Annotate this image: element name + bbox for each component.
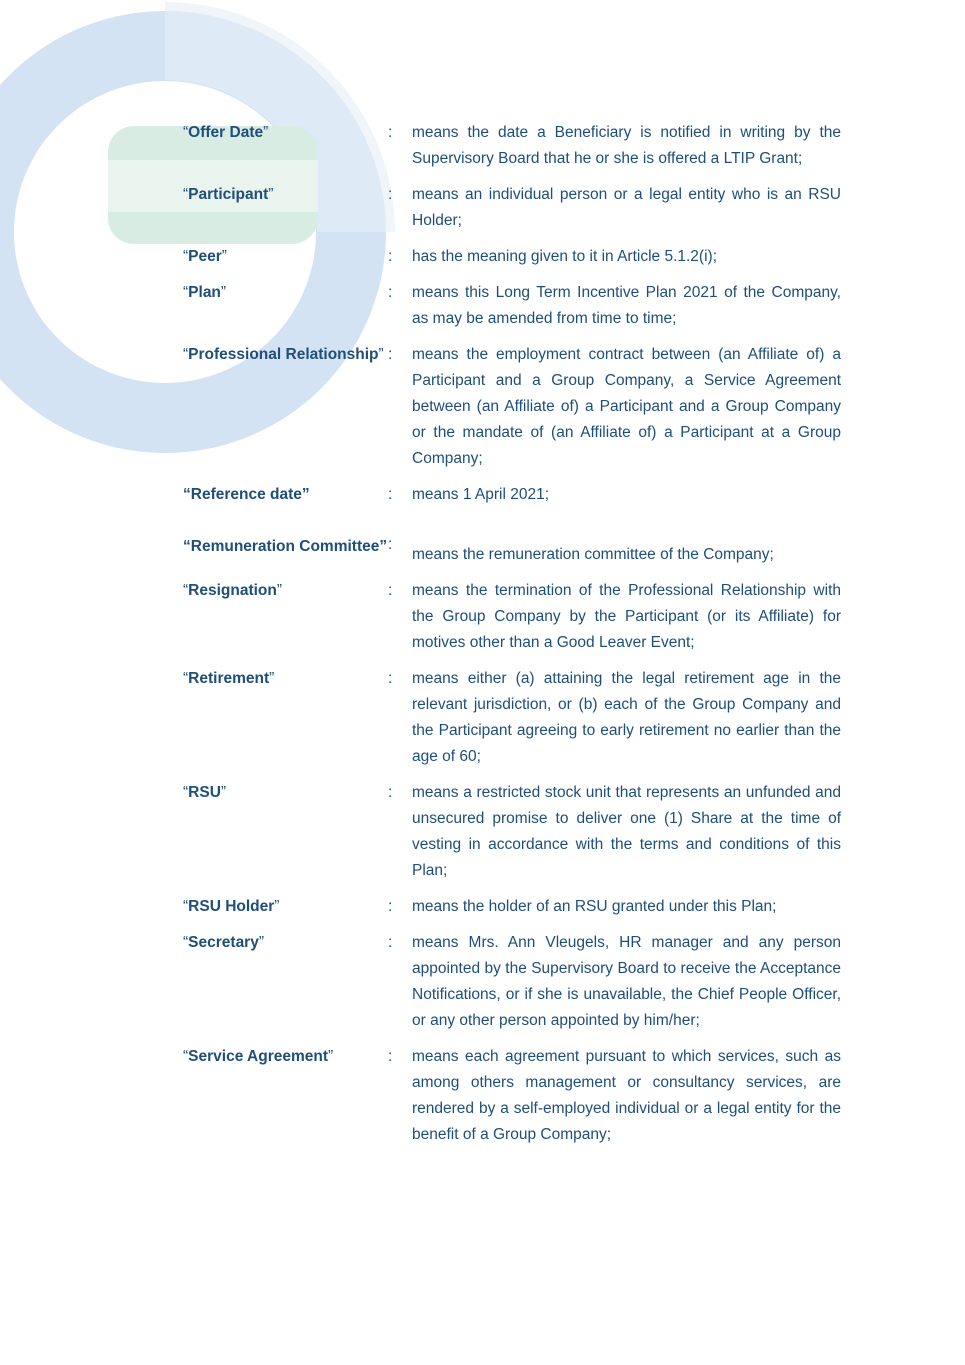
definition-term: “Professional Relationship”: [183, 346, 384, 363]
separator: :: [388, 536, 393, 553]
definition-text: means either (a) attaining the legal retirement age in the relevant jurisdiction, or (b) each of the Group Company and the Participant agreeing to early retirement no earlier than the age of 60;: [412, 670, 841, 765]
definition-term: “Service Agreement”: [183, 1048, 334, 1065]
definition-text: means Mrs. Ann Vleugels, HR manager and any person appointed by the Supervisory Board to receive the Acceptance Notifications, or if she is unavailable, the Chief People Officer, or any other person appointed by him/her;: [412, 934, 841, 1029]
separator: :: [388, 186, 393, 203]
separator: :: [388, 486, 393, 503]
separator: :: [388, 124, 393, 141]
definition-term: “Remuneration Committee”: [183, 538, 388, 555]
definition-text: means this Long Term Incentive Plan 2021 of the Company, as may be amended from time to time;: [412, 284, 841, 327]
separator: :: [388, 346, 393, 363]
separator: :: [388, 670, 393, 687]
definitions-list: [183, 120, 841, 1158]
definition-text: means the employment contract between (an Affiliate of) a Participant and a Group Company, a Service Agreement between (an Affiliate of) a Participant and a Group Company or the mandate of (an Affiliate of) a Participant at a Group Company;: [412, 346, 841, 467]
definition-term: “Plan”: [183, 284, 227, 301]
definition-row: [183, 894, 841, 920]
definition-row: [183, 578, 841, 656]
definition-row: [183, 666, 841, 770]
definition-text: means a restricted stock unit that represents an unfunded and unsecured promise to deliver one (1) Share at the time of vesting in accordance with the terms and conditions of this Plan;: [412, 784, 841, 879]
definition-row: [183, 780, 841, 884]
definition-text: means 1 April 2021;: [412, 486, 550, 503]
definition-row: [183, 342, 841, 472]
separator: :: [388, 248, 393, 265]
definition-text: has the meaning given to it in Article 5.1.2(i);: [412, 248, 717, 265]
definition-row: [183, 244, 841, 270]
definition-text: means each agreement pursuant to which services, such as among others management or consultancy services, are rendered by a self-employed individual or a legal entity for the benefit of a Group Company;: [412, 1048, 841, 1143]
definition-term: “RSU Holder”: [183, 898, 280, 915]
separator: :: [388, 582, 393, 599]
definition-row: [183, 280, 841, 332]
definition-row: [183, 120, 841, 172]
definition-text: means an individual person or a legal entity who is an RSU Holder;: [412, 186, 841, 229]
definition-term: “Participant”: [183, 186, 274, 203]
definition-term: “Peer”: [183, 248, 227, 265]
separator: :: [388, 1048, 393, 1065]
definition-text: means the date a Beneficiary is notified in writing by the Supervisory Board that he or she is offered a LTIP Grant;: [412, 124, 841, 167]
definition-row: [183, 1044, 841, 1148]
separator: :: [388, 284, 393, 301]
separator: :: [388, 784, 393, 801]
definition-text: means the termination of the Professional Relationship with the Group Company by the Participant (or its Affiliate) for motives other than a Good Leaver Event;: [412, 582, 841, 651]
definition-row: [183, 182, 841, 234]
definition-row: [183, 534, 841, 568]
definition-term: “Resignation”: [183, 582, 283, 599]
definition-term: “Retirement”: [183, 670, 275, 687]
definition-term: “Reference date”: [183, 486, 310, 503]
definition-term: “Secretary”: [183, 934, 265, 951]
separator: :: [388, 934, 393, 951]
definition-row: [183, 482, 841, 508]
definition-term: “RSU”: [183, 784, 227, 801]
definition-row: [183, 930, 841, 1034]
definition-text: means the holder of an RSU granted under this Plan;: [412, 898, 777, 915]
definition-text: means the remuneration committee of the Company;: [412, 546, 774, 563]
definition-term: “Offer Date”: [183, 124, 269, 141]
separator: :: [388, 898, 393, 915]
